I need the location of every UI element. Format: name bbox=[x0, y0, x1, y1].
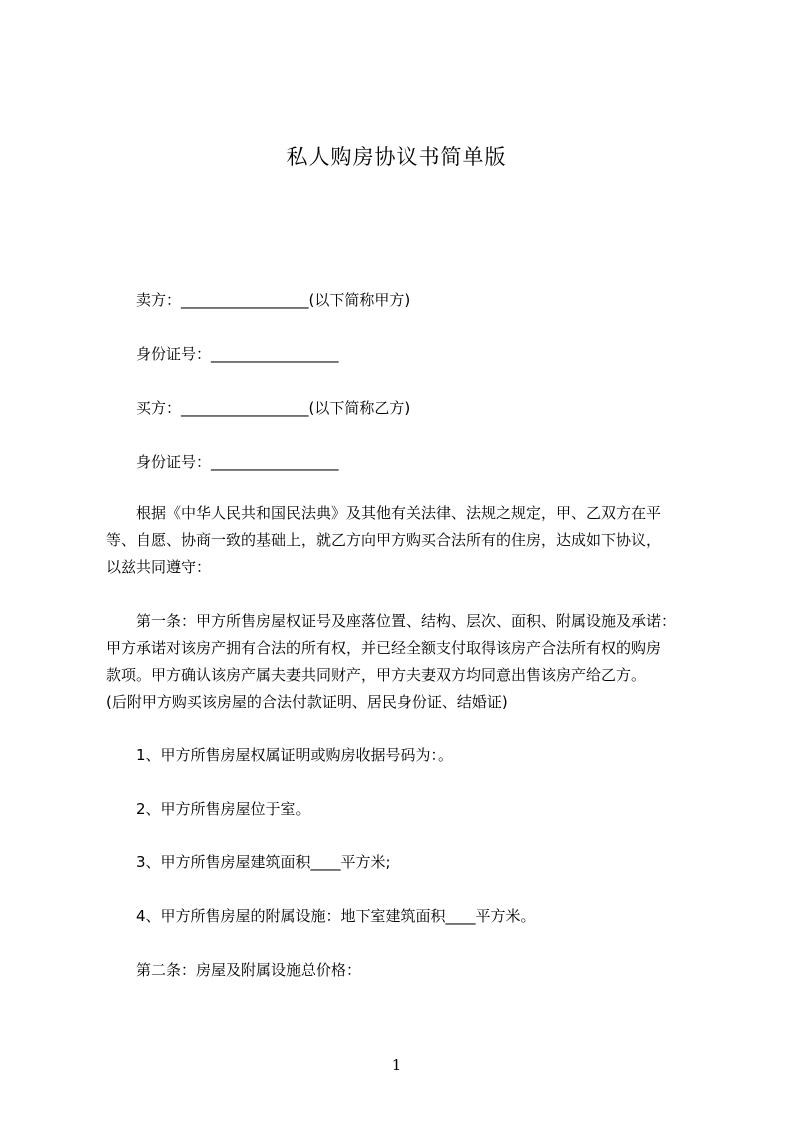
article-1-line: (后附甲方购买该房屋的合法付款证明、居民身份证、结婚证) bbox=[106, 693, 508, 711]
preamble-line: 根据《中华人民共和国民法典》及其他有关法律、法规之规定，甲、乙双方在平 bbox=[136, 504, 662, 522]
buyer-line: 买方：_________________(以下简称乙方) bbox=[136, 399, 411, 417]
article-1-line: 第一条：甲方所售房屋权证号及座落位置、结构、层次、面积、附属设施及承诺： bbox=[136, 612, 677, 630]
seller-id-line: 身份证号：_________________ bbox=[136, 345, 339, 363]
article-1-item-4: 4、甲方所售房屋的附属设施：地下室建筑面积____平方米。 bbox=[136, 907, 536, 925]
preamble-line: 以兹共同遵守： bbox=[106, 558, 212, 576]
article-1-line: 甲方承诺对该房产拥有合法的所有权，并已经全额支付取得该房产合法所有权的购房 bbox=[106, 639, 662, 657]
document-title: 私人购房协议书简单版 bbox=[286, 145, 507, 169]
article-1-item-3: 3、甲方所售房屋建筑面积____平方米; bbox=[136, 853, 391, 871]
preamble-paragraph bbox=[106, 500, 706, 581]
buyer-id-line: 身份证号：_________________ bbox=[136, 453, 339, 471]
page-number: 1 bbox=[391, 1056, 402, 1074]
seller-line: 卖方：_________________(以下简称甲方) bbox=[136, 291, 411, 309]
article-1-item-1: 1、甲方所售房屋权属证明或购房收据号码为：。 bbox=[136, 746, 454, 764]
article-2-heading: 第二条：房屋及附属设施总价格： bbox=[136, 961, 362, 979]
article-1-line: 款项。甲方确认该房产属夫妻共同财产，甲方夫妻双方均同意出售该房产给乙方。 bbox=[106, 666, 647, 684]
article-1-item-2: 2、甲方所售房屋位于室。 bbox=[136, 800, 311, 818]
preamble-line: 等、自愿、协商一致的基础上，就乙方向甲方购买合法所有的住房，达成如下协议， bbox=[106, 531, 662, 549]
article-1-paragraph bbox=[106, 608, 706, 716]
